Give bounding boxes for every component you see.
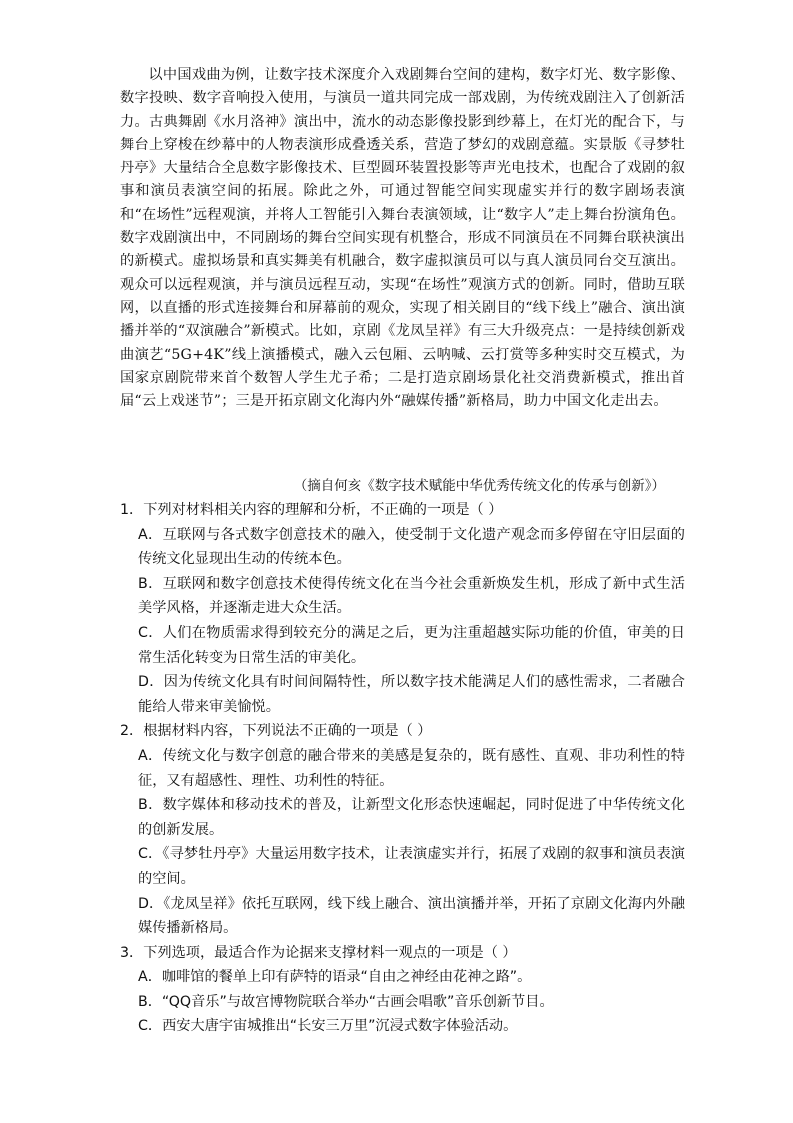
option-text: 互联网与各式数字创意技术的融入，使受制于文化遗产观念而多停留在守旧层面的传统文化显现出生动的传统本色。 bbox=[138, 526, 685, 568]
option-letter: C． bbox=[138, 624, 163, 641]
question-list bbox=[120, 498, 685, 1039]
option-letter: B． bbox=[138, 575, 163, 592]
option-text: “QQ音乐”与故宫博物院联合举办“古画会唱歌”音乐创新节目。 bbox=[161, 993, 554, 1010]
option-a bbox=[120, 744, 685, 793]
option-text: 《龙凤呈祥》依托互联网，线下线上融合、演出演播并举，开拓了京剧文化海内外融媒传播新格局。 bbox=[138, 895, 685, 937]
option-b bbox=[120, 990, 685, 1015]
passage-body: 以中国戏曲为例，让数字技术深度介入戏剧舞台空间的建构，数字灯光、数字影像、数字投映、数字音响投入使用，与演员一道共同完成一部戏剧，为传统戏剧注入了创新活力。古典舞剧《水月洛神》演出中，流水的动态影像投影到纱幕上，在灯光的配合下，与舞台上穿梭在纱幕中的人物表演形成叠透关系，营造了梦幻的戏剧意蕴。实景版《寻梦牡丹亭》大量结合全息数字影像技术、巨型圆环装置投影等声光电技术，也配合了戏剧的叙事和演员表演空间的拓展。除此之外，可通过智能空间实现虚实并行的数字剧场表演和“在场性”远程观演，并将人工智能引入舞台表演领域，让“数字人”走上舞台扮演角色。数字戏剧演出中，不同剧场的舞台空间实现有机整合，形成不同演员在不同舞台联袂演出的新模式。虚拟场景和真实舞美有机融合，数字虚拟演员可以与真人演员同台交互演出。观众可以远程观演，并与演员远程互动，实现“在场性”观演方式的创新。同时，借助互联网，以直播的形式连接舞台和屏幕前的观众，实现了相关剧目的“线下线上”融合、演出演播并举的“双演融合”新模式。比如，京剧《龙凤呈祥》有三大升级亮点：一是持续创新戏曲演艺“5G+4K”线上演播模式，融入云包厢、云呐喊、云打赏等多种实时交互模式，为国家京剧院带来首个数智人学生尤子希；二是打造京剧场景化社交消费新模式，推出首届“云上戏迷节”；三是开拓京剧文化海内外“融媒传播”新格局，助力中国文化走出去。 bbox=[120, 67, 685, 410]
option-c bbox=[120, 621, 685, 670]
option-text: 因为传统文化具有时间间隔特性，所以数字技术能满足人们的感性需求，二者融合能给人带来审美愉悦。 bbox=[138, 674, 685, 715]
question-1 bbox=[120, 498, 685, 719]
option-letter: B． bbox=[138, 993, 162, 1010]
question-stem: 根据材料内容，下列说法不正确的一项是（ ） bbox=[143, 723, 432, 740]
option-a bbox=[120, 523, 685, 572]
question-2 bbox=[120, 719, 685, 940]
passage-source: （摘自何亥《数字技术赋能中华优秀传统文化的传承与创新》） bbox=[293, 478, 665, 494]
question-stem: 下列对材料相关内容的理解和分析，不正确的一项是（ ） bbox=[143, 502, 503, 518]
option-letter: D． bbox=[138, 674, 164, 691]
option-text: 咖啡馆的餐单上印有萨特的语录“自由之神经由花神之路”。 bbox=[161, 969, 532, 986]
option-d bbox=[120, 892, 685, 941]
option-c bbox=[120, 1014, 685, 1039]
option-text: 《寻梦牡丹亭》大量运用数字技术，让表演虚实并行，拓展了戏剧的叙事和演员表演的空间。 bbox=[138, 846, 685, 887]
option-letter: A． bbox=[138, 747, 163, 764]
question-stem: 下列选项，最适合作为论据来支撑材料一观点的一项是（ ） bbox=[143, 944, 517, 961]
option-a bbox=[120, 965, 685, 990]
option-text: 传统文化与数字创意的融合带来的美感是复杂的，既有感性、直观、非功利性的特征，又有超感性、理性、功利性的特征。 bbox=[138, 747, 685, 789]
option-text: 西安大唐宇宙城推出“长安三万里”沉浸式数字体验活动。 bbox=[162, 1018, 518, 1035]
option-letter: B． bbox=[138, 797, 163, 814]
question-number: 2． bbox=[120, 723, 144, 740]
option-text: 互联网和数字创意技术使得传统文化在当今社会重新焕发生机，形成了新中式生活美学风格，并逐渐走进大众生活。 bbox=[138, 575, 685, 617]
option-text: 人们在物质需求得到较充分的满足之后，更为注重超越实际功能的价值，审美的日常生活化转变为日常生活的审美化。 bbox=[138, 624, 685, 666]
option-b bbox=[120, 793, 685, 842]
option-d bbox=[120, 670, 685, 719]
option-letter: A． bbox=[138, 526, 163, 543]
option-letter: D． bbox=[138, 895, 164, 912]
question-number: 3． bbox=[120, 944, 144, 961]
option-letter: C． bbox=[138, 1018, 163, 1035]
option-b bbox=[120, 572, 685, 621]
question-number: 1． bbox=[120, 502, 144, 518]
option-text: 数字媒体和移动技术的普及，让新型文化形态快速崛起，同时促进了中华传统文化的创新发展。 bbox=[138, 797, 685, 838]
option-letter: C． bbox=[138, 846, 163, 863]
option-letter: A． bbox=[138, 969, 162, 986]
option-c bbox=[120, 842, 685, 891]
question-3 bbox=[120, 941, 685, 1039]
